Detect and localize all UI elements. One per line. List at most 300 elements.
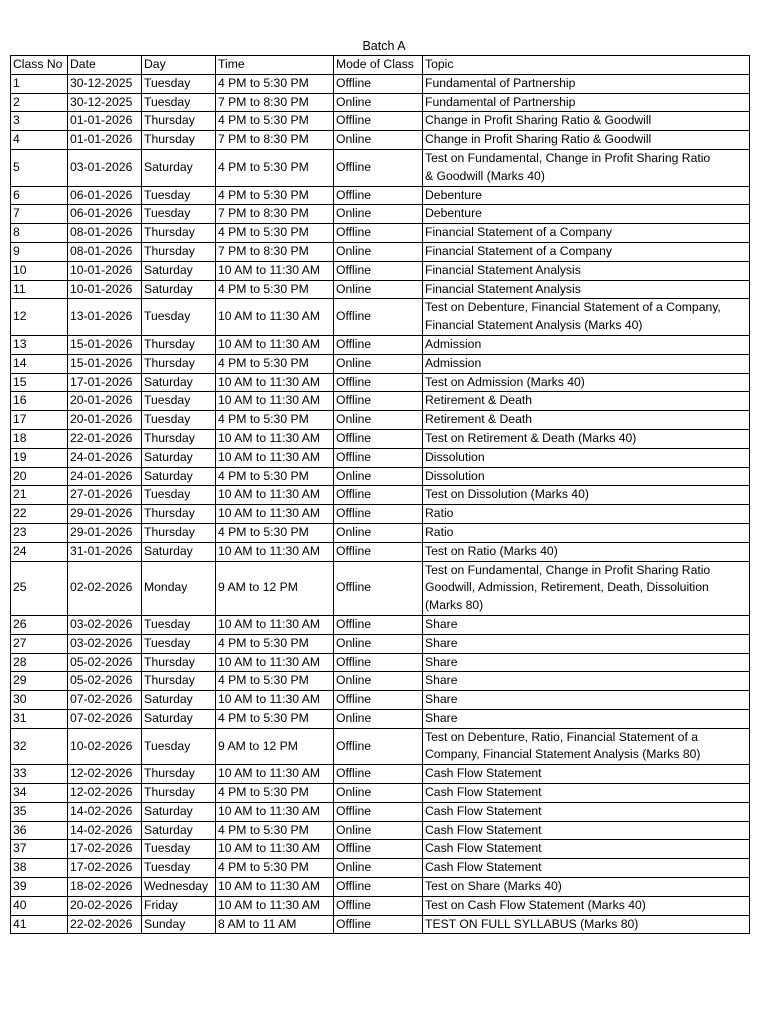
cell-topic — [423, 205, 750, 224]
cell-time: 7 PM to 8:30 PM — [216, 205, 334, 224]
cell-day: Saturday — [142, 802, 216, 821]
table-row — [11, 392, 750, 411]
cell-class-no: 6 — [11, 186, 68, 205]
cell-time: 10 AM to 11:30 AM — [216, 373, 334, 392]
topic-line: Retirement & Death — [425, 393, 533, 408]
topic-line: Change in Profit Sharing Ratio & Goodwill — [425, 113, 652, 128]
cell-topic — [423, 74, 750, 93]
cell-day: Wednesday — [142, 878, 216, 897]
cell-class-no: 23 — [11, 523, 68, 542]
cell-day: Thursday — [142, 505, 216, 524]
cell-mode: Online — [334, 411, 423, 430]
cell-time: 4 PM to 5:30 PM — [216, 859, 334, 878]
cell-mode: Online — [334, 821, 423, 840]
table-row — [11, 261, 750, 280]
cell-time: 4 PM to 5:30 PM — [216, 112, 334, 131]
cell-class-no: 39 — [11, 878, 68, 897]
cell-topic — [423, 505, 750, 524]
cell-mode: Offline — [334, 392, 423, 411]
cell-time: 7 PM to 8:30 PM — [216, 242, 334, 261]
topic-line: Dissolution — [425, 449, 485, 464]
cell-class-no: 36 — [11, 821, 68, 840]
cell-mode: Offline — [334, 840, 423, 859]
cell-topic — [423, 112, 750, 131]
cell-class-no: 40 — [11, 896, 68, 915]
cell-mode: Online — [334, 784, 423, 803]
cell-topic — [423, 523, 750, 542]
table-row — [11, 878, 750, 897]
cell-date: 20-02-2026 — [68, 896, 142, 915]
schedule-body — [11, 56, 750, 934]
cell-time: 4 PM to 5:30 PM — [216, 523, 334, 542]
cell-class-no: 12 — [11, 299, 68, 336]
topic-line: Retirement & Death — [425, 412, 533, 427]
topic-line: Fundamental of Partnership — [425, 75, 576, 90]
cell-mode: Online — [334, 709, 423, 728]
cell-day: Saturday — [142, 691, 216, 710]
cell-date: 29-01-2026 — [68, 505, 142, 524]
cell-day: Tuesday — [142, 728, 216, 765]
topic-line: Cash Flow Statement — [425, 785, 542, 800]
topic-line: Ratio — [425, 524, 454, 539]
cell-time: 7 PM to 8:30 PM — [216, 131, 334, 150]
cell-time: 10 AM to 11:30 AM — [216, 653, 334, 672]
cell-day: Saturday — [142, 821, 216, 840]
cell-mode: Offline — [334, 542, 423, 561]
cell-topic — [423, 691, 750, 710]
table-row — [11, 186, 750, 205]
topic-line: Test on Cash Flow Statement (Marks 40) — [425, 897, 646, 912]
cell-mode: Offline — [334, 915, 423, 934]
cell-day: Thursday — [142, 653, 216, 672]
cell-day: Saturday — [142, 373, 216, 392]
cell-mode: Online — [334, 634, 423, 653]
cell-topic — [423, 840, 750, 859]
cell-day: Thursday — [142, 131, 216, 150]
table-row — [11, 354, 750, 373]
cell-date: 10-01-2026 — [68, 280, 142, 299]
cell-mode: Offline — [334, 653, 423, 672]
cell-day: Thursday — [142, 335, 216, 354]
cell-day: Saturday — [142, 542, 216, 561]
cell-topic — [423, 615, 750, 634]
cell-time: 4 PM to 5:30 PM — [216, 821, 334, 840]
cell-time: 4 PM to 5:30 PM — [216, 672, 334, 691]
cell-time: 10 AM to 11:30 AM — [216, 429, 334, 448]
cell-time: 4 PM to 5:30 PM — [216, 784, 334, 803]
cell-day: Thursday — [142, 672, 216, 691]
cell-mode: Offline — [334, 615, 423, 634]
topic-line: Share — [425, 673, 458, 688]
cell-topic — [423, 186, 750, 205]
table-row — [11, 523, 750, 542]
cell-mode: Offline — [334, 224, 423, 243]
cell-mode: Online — [334, 672, 423, 691]
topic-line: Cash Flow Statement — [425, 822, 542, 837]
topic-line: Share — [425, 616, 458, 631]
cell-date: 10-01-2026 — [68, 261, 142, 280]
topic-line: Debenture — [425, 187, 482, 202]
cell-time: 10 AM to 11:30 AM — [216, 765, 334, 784]
topic-line: Financial Statement Analysis (Marks 40) — [425, 318, 643, 333]
cell-date: 20-01-2026 — [68, 411, 142, 430]
cell-date: 17-02-2026 — [68, 840, 142, 859]
cell-time: 10 AM to 11:30 AM — [216, 802, 334, 821]
cell-topic — [423, 765, 750, 784]
header-day: Day — [142, 56, 216, 75]
cell-date: 03-02-2026 — [68, 634, 142, 653]
cell-date: 30-12-2025 — [68, 93, 142, 112]
table-row — [11, 242, 750, 261]
cell-time: 10 AM to 11:30 AM — [216, 261, 334, 280]
cell-day: Thursday — [142, 765, 216, 784]
table-row — [11, 149, 750, 186]
cell-mode: Offline — [334, 299, 423, 336]
table-row — [11, 373, 750, 392]
cell-date: 05-02-2026 — [68, 653, 142, 672]
topic-line: Fundamental of Partnership — [425, 94, 576, 109]
cell-class-no: 31 — [11, 709, 68, 728]
cell-mode: Offline — [334, 505, 423, 524]
cell-time: 10 AM to 11:30 AM — [216, 335, 334, 354]
cell-mode: Offline — [334, 728, 423, 765]
cell-date: 06-01-2026 — [68, 186, 142, 205]
cell-day: Tuesday — [142, 634, 216, 653]
cell-day: Thursday — [142, 112, 216, 131]
table-row — [11, 411, 750, 430]
cell-topic — [423, 131, 750, 150]
table-row — [11, 765, 750, 784]
cell-topic — [423, 224, 750, 243]
topic-line: Cash Flow Statement — [425, 841, 542, 856]
cell-mode: Online — [334, 354, 423, 373]
cell-date: 14-02-2026 — [68, 821, 142, 840]
topic-line: TEST ON FULL SYLLABUS (Marks 80) — [425, 916, 639, 931]
cell-time: 4 PM to 5:30 PM — [216, 280, 334, 299]
cell-day: Saturday — [142, 261, 216, 280]
topic-line: Financial Statement Analysis — [425, 262, 581, 277]
cell-topic — [423, 542, 750, 561]
cell-day: Thursday — [142, 242, 216, 261]
cell-day: Thursday — [142, 354, 216, 373]
cell-topic — [423, 784, 750, 803]
cell-topic — [423, 728, 750, 765]
table-row — [11, 802, 750, 821]
cell-date: 14-02-2026 — [68, 802, 142, 821]
topic-line: Company, Financial Statement Analysis (Marks 80) — [425, 747, 701, 762]
cell-topic — [423, 373, 750, 392]
cell-date: 27-01-2026 — [68, 486, 142, 505]
cell-topic — [423, 561, 750, 615]
cell-topic — [423, 242, 750, 261]
cell-class-no: 37 — [11, 840, 68, 859]
schedule-table — [10, 55, 750, 934]
cell-class-no: 19 — [11, 448, 68, 467]
cell-class-no: 20 — [11, 467, 68, 486]
table-row — [11, 840, 750, 859]
header-mode: Mode of Class — [334, 56, 423, 75]
cell-topic — [423, 354, 750, 373]
topic-line: Cash Flow Statement — [425, 860, 542, 875]
cell-day: Thursday — [142, 523, 216, 542]
table-row — [11, 335, 750, 354]
cell-time: 10 AM to 11:30 AM — [216, 486, 334, 505]
cell-time: 4 PM to 5:30 PM — [216, 709, 334, 728]
cell-mode: Offline — [334, 878, 423, 897]
header-date: Date — [68, 56, 142, 75]
topic-line: Test on Fundamental, Change in Profit Sharing Ratio — [425, 150, 711, 165]
cell-date: 13-01-2026 — [68, 299, 142, 336]
table-row — [11, 448, 750, 467]
cell-mode: Offline — [334, 335, 423, 354]
cell-mode: Online — [334, 280, 423, 299]
cell-day: Saturday — [142, 448, 216, 467]
table-row — [11, 299, 750, 336]
cell-mode: Offline — [334, 429, 423, 448]
cell-mode: Offline — [334, 186, 423, 205]
cell-topic — [423, 392, 750, 411]
cell-date: 30-12-2025 — [68, 74, 142, 93]
topic-line: Test on Share (Marks 40) — [425, 879, 562, 894]
cell-date: 03-01-2026 — [68, 149, 142, 186]
cell-date: 03-02-2026 — [68, 615, 142, 634]
table-row — [11, 691, 750, 710]
cell-mode: Online — [334, 523, 423, 542]
cell-topic — [423, 653, 750, 672]
cell-topic — [423, 672, 750, 691]
cell-class-no: 15 — [11, 373, 68, 392]
cell-class-no: 34 — [11, 784, 68, 803]
table-row — [11, 709, 750, 728]
cell-topic — [423, 335, 750, 354]
cell-date: 18-02-2026 — [68, 878, 142, 897]
cell-date: 01-01-2026 — [68, 131, 142, 150]
cell-day: Tuesday — [142, 859, 216, 878]
cell-mode: Offline — [334, 112, 423, 131]
topic-line: Test on Retirement & Death (Marks 40) — [425, 430, 637, 445]
topic-line: Financial Statement Analysis — [425, 281, 581, 296]
cell-topic — [423, 878, 750, 897]
cell-date: 20-01-2026 — [68, 392, 142, 411]
topic-line: Goodwill, Admission, Retirement, Death, Dissoluition — [425, 580, 709, 595]
cell-mode: Offline — [334, 486, 423, 505]
table-row — [11, 634, 750, 653]
cell-topic — [423, 859, 750, 878]
table-row — [11, 112, 750, 131]
table-row — [11, 615, 750, 634]
cell-topic — [423, 149, 750, 186]
cell-time: 8 AM to 11 AM — [216, 915, 334, 934]
cell-time: 10 AM to 11:30 AM — [216, 392, 334, 411]
cell-class-no: 5 — [11, 149, 68, 186]
cell-time: 4 PM to 5:30 PM — [216, 149, 334, 186]
cell-class-no: 25 — [11, 561, 68, 615]
table-row — [11, 131, 750, 150]
topic-line: Share — [425, 710, 458, 725]
cell-date: 10-02-2026 — [68, 728, 142, 765]
cell-time: 4 PM to 5:30 PM — [216, 74, 334, 93]
cell-topic — [423, 634, 750, 653]
table-row — [11, 93, 750, 112]
cell-class-no: 28 — [11, 653, 68, 672]
cell-class-no: 22 — [11, 505, 68, 524]
cell-time: 9 AM to 12 PM — [216, 728, 334, 765]
cell-day: Tuesday — [142, 840, 216, 859]
cell-class-no: 7 — [11, 205, 68, 224]
cell-date: 01-01-2026 — [68, 112, 142, 131]
cell-date: 07-02-2026 — [68, 709, 142, 728]
cell-topic — [423, 486, 750, 505]
cell-date: 08-01-2026 — [68, 224, 142, 243]
cell-topic — [423, 411, 750, 430]
cell-day: Tuesday — [142, 411, 216, 430]
cell-time: 10 AM to 11:30 AM — [216, 615, 334, 634]
cell-date: 17-01-2026 — [68, 373, 142, 392]
cell-topic — [423, 709, 750, 728]
cell-mode: Offline — [334, 561, 423, 615]
cell-class-no: 33 — [11, 765, 68, 784]
cell-date: 15-01-2026 — [68, 354, 142, 373]
cell-class-no: 21 — [11, 486, 68, 505]
cell-class-no: 26 — [11, 615, 68, 634]
cell-class-no: 27 — [11, 634, 68, 653]
cell-class-no: 11 — [11, 280, 68, 299]
cell-mode: Online — [334, 131, 423, 150]
cell-day: Saturday — [142, 467, 216, 486]
topic-line: Admission — [425, 355, 482, 370]
cell-time: 10 AM to 11:30 AM — [216, 691, 334, 710]
cell-day: Tuesday — [142, 74, 216, 93]
cell-date: 02-02-2026 — [68, 561, 142, 615]
topic-line: Share — [425, 635, 458, 650]
cell-time: 10 AM to 11:30 AM — [216, 878, 334, 897]
table-row — [11, 486, 750, 505]
cell-class-no: 9 — [11, 242, 68, 261]
table-row — [11, 205, 750, 224]
cell-date: 24-01-2026 — [68, 467, 142, 486]
topic-line: Change in Profit Sharing Ratio & Goodwill — [425, 132, 652, 147]
cell-time: 4 PM to 5:30 PM — [216, 186, 334, 205]
cell-class-no: 41 — [11, 915, 68, 934]
cell-time: 10 AM to 11:30 AM — [216, 896, 334, 915]
cell-class-no: 2 — [11, 93, 68, 112]
cell-day: Saturday — [142, 709, 216, 728]
header-class-no: Class No — [11, 56, 68, 75]
cell-class-no: 8 — [11, 224, 68, 243]
cell-time: 4 PM to 5:30 PM — [216, 224, 334, 243]
cell-date: 05-02-2026 — [68, 672, 142, 691]
cell-date: 22-01-2026 — [68, 429, 142, 448]
cell-class-no: 3 — [11, 112, 68, 131]
topic-line: Share — [425, 654, 458, 669]
cell-topic — [423, 261, 750, 280]
table-row — [11, 467, 750, 486]
topic-line: Test on Fundamental, Change in Profit Sharing Ratio — [425, 562, 711, 577]
cell-day: Tuesday — [142, 615, 216, 634]
cell-topic — [423, 280, 750, 299]
cell-time: 10 AM to 11:30 AM — [216, 448, 334, 467]
topic-line: Cash Flow Statement — [425, 766, 542, 781]
cell-day: Tuesday — [142, 299, 216, 336]
table-row — [11, 505, 750, 524]
table-row — [11, 915, 750, 934]
cell-day: Tuesday — [142, 486, 216, 505]
schedule-title: Batch A — [362, 39, 406, 53]
table-row — [11, 542, 750, 561]
cell-day: Sunday — [142, 915, 216, 934]
cell-day: Friday — [142, 896, 216, 915]
topic-line: Admission — [425, 336, 482, 351]
cell-time: 10 AM to 11:30 AM — [216, 299, 334, 336]
cell-class-no: 35 — [11, 802, 68, 821]
cell-class-no: 38 — [11, 859, 68, 878]
table-row — [11, 653, 750, 672]
cell-day: Tuesday — [142, 392, 216, 411]
cell-day: Thursday — [142, 784, 216, 803]
cell-date: 22-02-2026 — [68, 915, 142, 934]
table-row — [11, 561, 750, 615]
cell-time: 4 PM to 5:30 PM — [216, 354, 334, 373]
table-row — [11, 821, 750, 840]
cell-date: 07-02-2026 — [68, 691, 142, 710]
topic-line: Financial Statement of a Company — [425, 243, 612, 258]
cell-time: 10 AM to 11:30 AM — [216, 840, 334, 859]
cell-class-no: 17 — [11, 411, 68, 430]
topic-line: Financial Statement of a Company — [425, 225, 612, 240]
cell-mode: Offline — [334, 691, 423, 710]
cell-mode: Online — [334, 93, 423, 112]
topic-line: (Marks 80) — [425, 598, 484, 613]
cell-class-no: 18 — [11, 429, 68, 448]
cell-date: 12-02-2026 — [68, 784, 142, 803]
cell-date: 24-01-2026 — [68, 448, 142, 467]
topic-line: Test on Debenture, Ratio, Financial Statement of a — [425, 729, 699, 744]
cell-topic — [423, 802, 750, 821]
cell-class-no: 29 — [11, 672, 68, 691]
cell-day: Saturday — [142, 280, 216, 299]
topic-line: Dissolution — [425, 468, 485, 483]
cell-day: Thursday — [142, 224, 216, 243]
cell-class-no: 16 — [11, 392, 68, 411]
cell-mode: Offline — [334, 802, 423, 821]
cell-day: Saturday — [142, 149, 216, 186]
table-row — [11, 672, 750, 691]
cell-mode: Online — [334, 205, 423, 224]
cell-time: 9 AM to 12 PM — [216, 561, 334, 615]
cell-date: 06-01-2026 — [68, 205, 142, 224]
cell-mode: Offline — [334, 74, 423, 93]
cell-topic — [423, 93, 750, 112]
cell-date: 31-01-2026 — [68, 542, 142, 561]
header-topic: Topic — [423, 56, 750, 75]
topic-line: Ratio — [425, 506, 454, 521]
table-row — [11, 224, 750, 243]
cell-class-no: 24 — [11, 542, 68, 561]
cell-class-no: 1 — [11, 74, 68, 93]
topic-line: Test on Admission (Marks 40) — [425, 374, 585, 389]
cell-topic — [423, 299, 750, 336]
cell-mode: Online — [334, 467, 423, 486]
topic-line: Cash Flow Statement — [425, 803, 542, 818]
topic-line: Test on Ratio (Marks 40) — [425, 543, 558, 558]
topic-line: Share — [425, 692, 458, 707]
cell-mode: Online — [334, 242, 423, 261]
cell-topic — [423, 896, 750, 915]
cell-mode: Offline — [334, 149, 423, 186]
cell-mode: Offline — [334, 373, 423, 392]
table-row — [11, 728, 750, 765]
cell-time: 10 AM to 11:30 AM — [216, 505, 334, 524]
